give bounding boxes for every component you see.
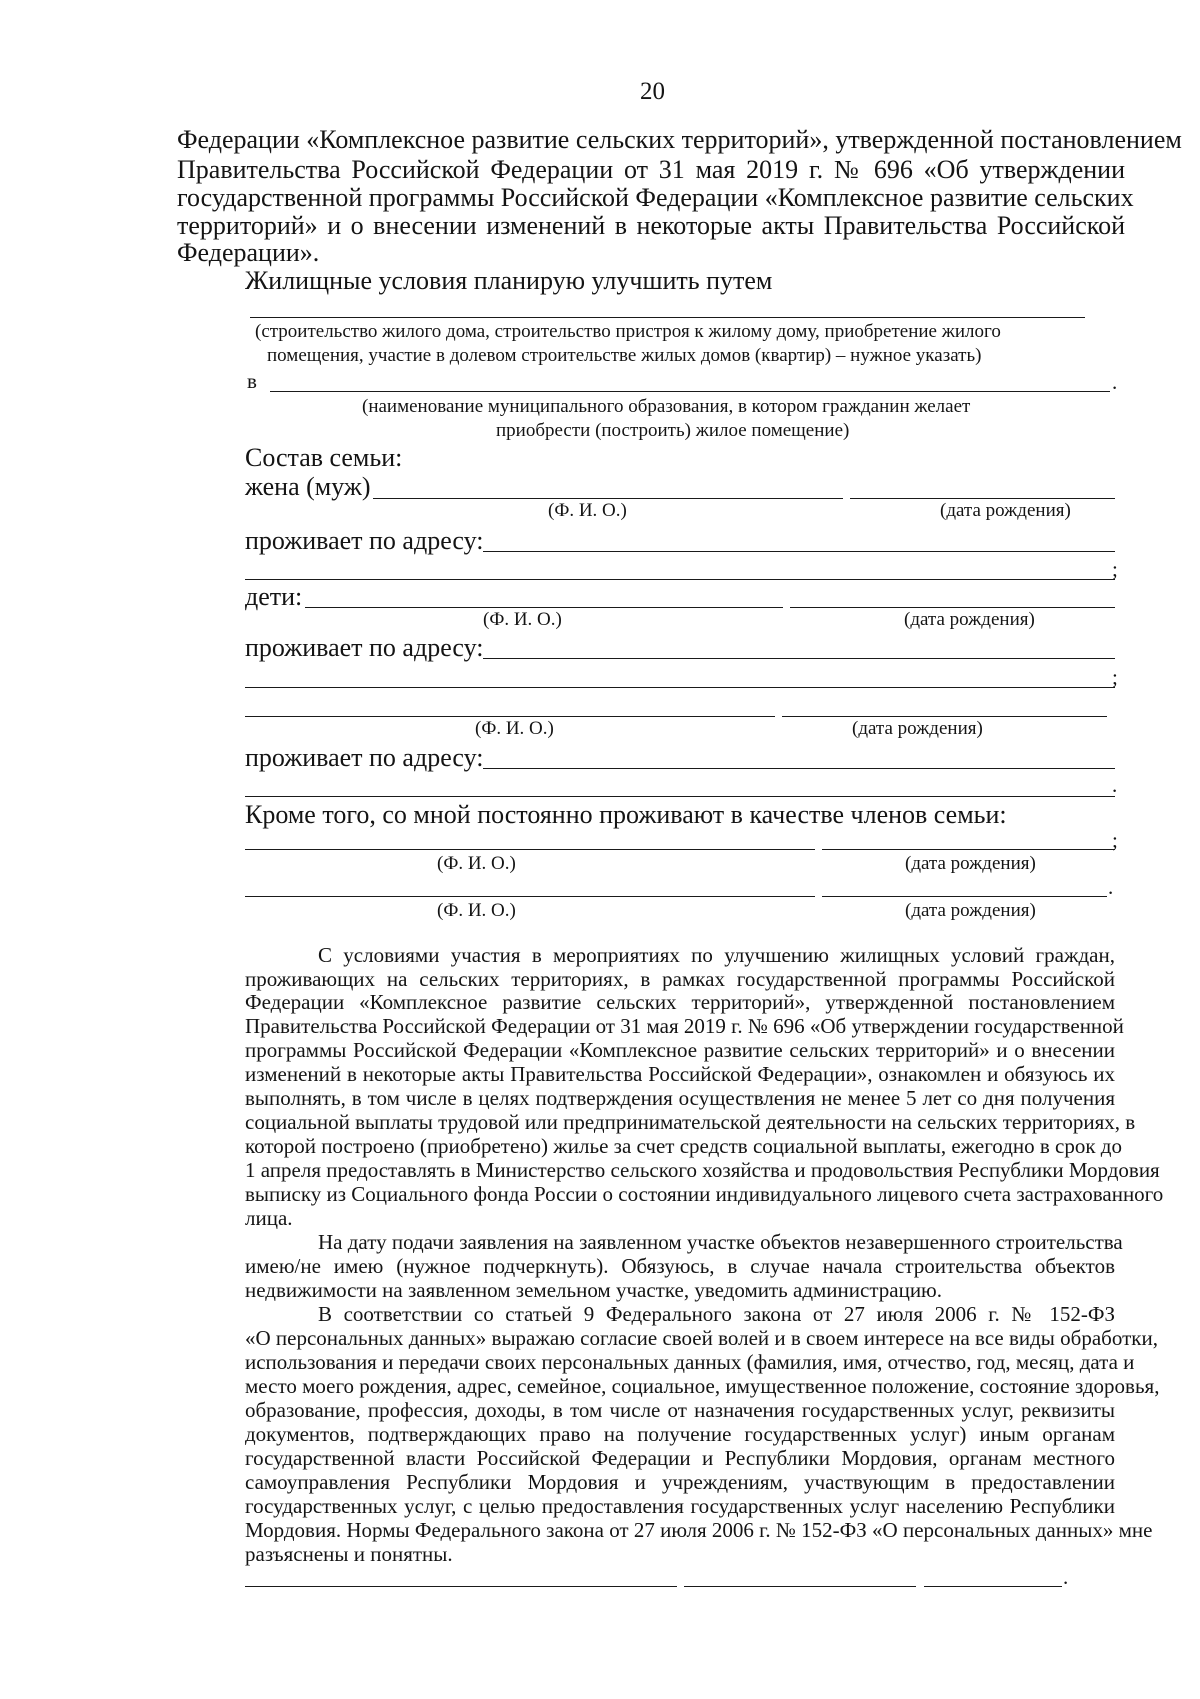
housing-hint-1: (строительство жилого дома, строительство пристроя к жилому дому, приобретение жилого <box>255 321 1001 342</box>
consent-p3-line-11: разъяснены и понятны. <box>245 1542 453 1566</box>
consent-p3-line-3: использования и передачи своих персональных данных (фамилия, имя, отчество, год, месяц, дата и <box>245 1350 1135 1374</box>
consent-p1-line-2: проживающих на сельских территориях, в рамках государственной программы Российской <box>245 967 1115 991</box>
child2-address-label: проживает по адресу: <box>245 743 484 772</box>
other2-period: . <box>1108 875 1114 899</box>
spouse-address-semicolon: ; <box>1112 557 1118 581</box>
housing-hint-2: помещения, участие в долевом строительстве жилых домов (квартир) – нужное указать) <box>267 345 982 366</box>
consent-p1-line-11: выписку из Социального фонда России о состоянии индивидуального лицевого счета застрахованного <box>245 1182 1164 1206</box>
consent-p3-line-4: место моего рождения, адрес, семейное, социальное, имущественное положение, состояние здоровья, <box>245 1374 1160 1398</box>
intro-line-1: Федерации «Комплексное развитие сельских территорий», утвержденной постановлением <box>177 125 1182 154</box>
others-heading: Кроме того, со мной постоянно проживают в качестве членов семьи: <box>245 800 1007 829</box>
signature-line[interactable] <box>684 1586 916 1587</box>
other1-fio-hint: (Ф. И. О.) <box>437 853 516 874</box>
spouse-dob-hint: (дата рождения) <box>940 500 1071 521</box>
consent-p1-line-4: Правительства Российской Федерации от 31 мая 2019 г. № 696 «Об утверждении государственной <box>245 1014 1124 1038</box>
consent-p1-line-6: изменений в некоторые акты Правительства Российской Федерации», ознакомлен и обязуюсь их <box>245 1062 1115 1086</box>
consent-p3-line-9: государственных услуг, с целью предоставления государственных услуг населению Республики <box>245 1494 1115 1518</box>
other2-dob-line[interactable] <box>822 896 1107 897</box>
consent-p1-line-10: 1 апреля предоставлять в Министерство сельского хозяйства и продовольствия Республики Мордовия <box>245 1158 1160 1182</box>
consent-p3-line-2: «О персональных данных» выражаю согласие своей волей и в своем интересе на все виды обработки, <box>245 1326 1158 1350</box>
other2-fio-line[interactable] <box>245 896 815 897</box>
child2-fio-line[interactable] <box>245 716 775 717</box>
consent-p2-line-1: На дату подачи заявления на заявленном участке объектов незавершенного строительства <box>318 1230 1123 1254</box>
child2-address-line-1[interactable] <box>483 768 1115 769</box>
housing-intro: Жилищные условия планирую улучшить путем <box>245 266 773 295</box>
consent-p3-line-1: В соответствии со статьей 9 Федерального закона от 27 июля 2006 г. № 152-ФЗ <box>318 1302 1115 1326</box>
intro-line-2: Правительства Российской Федерации от 31 мая 2019 г. № 696 «Об утверждении <box>177 155 1125 184</box>
municipality-line[interactable] <box>270 391 1110 392</box>
consent-p1-line-9: которой построено (приобретено) жилье за счет средств социальной выплаты, ежегодно в срок до <box>245 1134 1122 1158</box>
child1-address-semicolon: ; <box>1112 665 1118 689</box>
spouse-address-line-1[interactable] <box>483 551 1115 552</box>
children-label: дети: <box>245 582 303 611</box>
signature-date-line[interactable] <box>245 1586 677 1587</box>
spouse-fio-hint: (Ф. И. О.) <box>548 500 627 521</box>
other1-semicolon: ; <box>1112 828 1118 852</box>
child1-address-line-1[interactable] <box>483 658 1115 659</box>
child1-dob-hint: (дата рождения) <box>904 609 1035 630</box>
child1-address-line-2[interactable] <box>245 687 1115 688</box>
consent-p3-line-10: Мордовия. Нормы Федерального закона от 27 июля 2006 г. № 152-ФЗ «О персональных данных» мне <box>245 1518 1153 1542</box>
other2-fio-hint: (Ф. И. О.) <box>437 900 516 921</box>
intro-line-5: Федерации». <box>177 238 320 267</box>
child1-fio-hint: (Ф. И. О.) <box>483 609 562 630</box>
consent-p3-line-7: государственной власти Российской Федерации и Республики Мордовия, органам местного <box>245 1446 1115 1470</box>
other2-dob-hint: (дата рождения) <box>905 900 1036 921</box>
page-number: 20 <box>640 78 665 105</box>
consent-p1-line-12: лица. <box>245 1206 293 1230</box>
municipality-period: . <box>1112 370 1118 394</box>
family-heading: Состав семьи: <box>245 443 403 472</box>
housing-method-line[interactable] <box>250 317 1085 318</box>
child2-dob-line[interactable] <box>782 716 1107 717</box>
consent-p3-line-6: документов, подтверждающих право на получение государственных услуг) иным органам <box>245 1422 1115 1446</box>
spouse-address-label: проживает по адресу: <box>245 526 484 555</box>
child2-dob-hint: (дата рождения) <box>852 718 983 739</box>
spouse-dob-line[interactable] <box>850 498 1115 499</box>
consent-p1-line-8: социальной выплаты трудовой или предпринимательской деятельности на сельских территориях, в <box>245 1110 1136 1134</box>
child1-fio-line[interactable] <box>305 607 783 608</box>
other1-fio-line[interactable] <box>245 849 815 850</box>
signature-period: . <box>1063 1565 1069 1589</box>
consent-p1-line-5: программы Российской Федерации «Комплексное развитие сельских территорий» и о внесении <box>245 1038 1115 1062</box>
municipality-hint-2: приобрести (построить) жилое помещение) <box>496 420 850 441</box>
consent-p1-line-3: Федерации «Комплексное развитие сельских территорий», утвержденной постановлением <box>245 990 1115 1014</box>
in-label: в <box>247 369 257 393</box>
consent-p3-line-8: самоуправления Республики Мордовия и учреждениям, участвующим в предоставлении <box>245 1470 1115 1494</box>
consent-p1-line-1: С условиями участия в мероприятиях по улучшению жилищных условий граждан, <box>318 943 1115 967</box>
child2-address-line-2[interactable] <box>245 796 1115 797</box>
other1-dob-line[interactable] <box>822 849 1115 850</box>
other1-dob-hint: (дата рождения) <box>905 853 1036 874</box>
child1-dob-line[interactable] <box>790 607 1115 608</box>
municipality-hint-1: (наименование муниципального образования, в котором гражданин желает <box>362 396 971 417</box>
consent-p3-line-5: образование, профессия, доходы, в том числе от назначения государственных услуг, реквизиты <box>245 1398 1115 1422</box>
intro-line-3: государственной программы Российской Федерации «Комплексное развитие сельских <box>177 183 1134 212</box>
child2-address-period: . <box>1112 773 1118 797</box>
consent-p1-line-7: выполнять, в том числе в целях подтверждения осуществления не менее 5 лет со дня получения <box>245 1086 1115 1110</box>
child2-fio-hint: (Ф. И. О.) <box>475 718 554 739</box>
consent-p2-line-3: недвижимости на заявленном земельном участке, уведомить администрацию. <box>245 1278 942 1302</box>
spouse-address-line-2[interactable] <box>245 579 1115 580</box>
child1-address-label: проживает по адресу: <box>245 633 484 662</box>
intro-line-4: территорий» и о внесении изменений в некоторые акты Правительства Российской <box>177 211 1125 240</box>
spouse-label: жена (муж) <box>245 472 371 501</box>
spouse-fio-line[interactable] <box>373 498 843 499</box>
signature-name-line[interactable] <box>924 1586 1062 1587</box>
consent-p2-line-2: имею/не имею (нужное подчеркнуть). Обязуюсь, в случае начала строительства объектов <box>245 1254 1115 1278</box>
